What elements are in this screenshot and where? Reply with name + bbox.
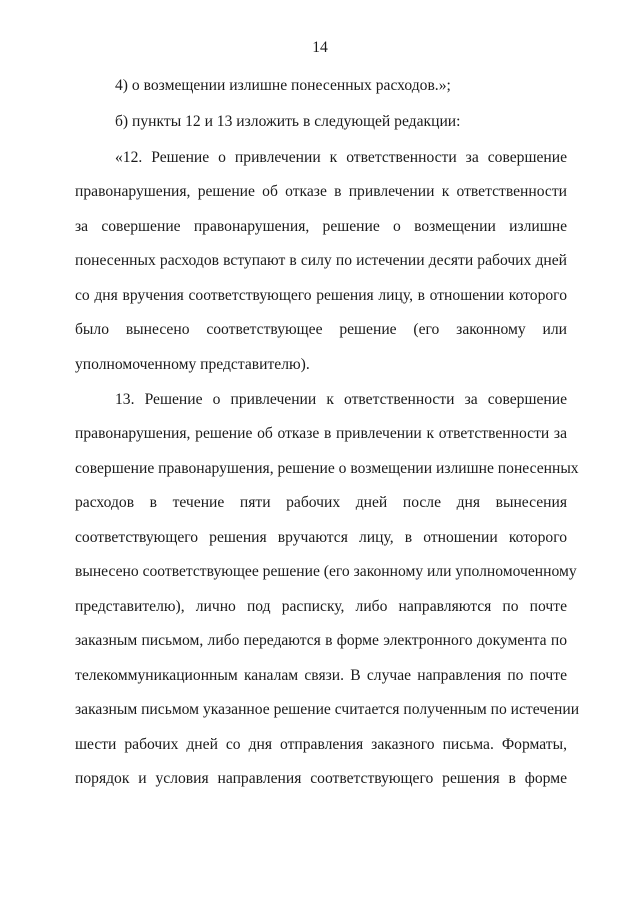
paragraph-point-12-line: за совершение правонарушения, решение о возмещении излишне [75, 218, 567, 235]
paragraph-point-13-line: вынесено соответствующее решение (его законному или уполномоченному [75, 563, 577, 580]
paragraph-point-13-line: представителю), лично под расписку, либо направляются по почте [75, 598, 567, 615]
paragraph-item-4-line: 4) о возмещении излишне понесенных расходов.»; [115, 77, 451, 94]
paragraph-point-13-line: заказным письмом указанное решение считается полученным по истечении [75, 701, 580, 718]
paragraph-point-12-line: «12. Решение о привлечении к ответственности за совершение [115, 149, 567, 166]
paragraph-point-13-line: правонарушения, решение об отказе в привлечении к ответственности за [75, 425, 567, 442]
paragraph-point-12-line: было вынесено соответствующее решение (его законному или [75, 321, 567, 338]
page-number: 14 [312, 39, 328, 56]
paragraph-point-13-line: телекоммуникационным каналам связи. В случае направления по почте [75, 667, 567, 684]
paragraph-item-b-line: б) пункты 12 и 13 изложить в следующей редакции: [115, 113, 461, 130]
paragraph-point-12-line: уполномоченному представителю). [75, 356, 310, 373]
paragraph-point-13-line: заказным письмом, либо передаются в форме электронного документа по [75, 632, 567, 649]
paragraph-point-12-line: понесенных расходов вступают в силу по истечении десяти рабочих дней [75, 252, 567, 269]
paragraph-point-13-line: порядок и условия направления соответствующего решения в форме [75, 770, 567, 787]
paragraph-point-13-line: расходов в течение пяти рабочих дней после дня вынесения [75, 494, 567, 511]
paragraph-point-12-line: со дня вручения соответствующего решения лицу, в отношении которого [75, 287, 567, 304]
paragraph-point-12-line: правонарушения, решение об отказе в привлечении к ответственности [75, 183, 567, 200]
paragraph-point-13-line: совершение правонарушения, решение о возмещении излишне понесенных [75, 460, 579, 477]
paragraph-point-13-line: соответствующего решения вручаются лицу, в отношении которого [75, 529, 567, 546]
paragraph-point-13-line: 13. Решение о привлечении к ответственности за совершение [115, 391, 567, 408]
paragraph-point-13-line: шести рабочих дней со дня отправления заказного письма. Форматы, [75, 736, 567, 753]
